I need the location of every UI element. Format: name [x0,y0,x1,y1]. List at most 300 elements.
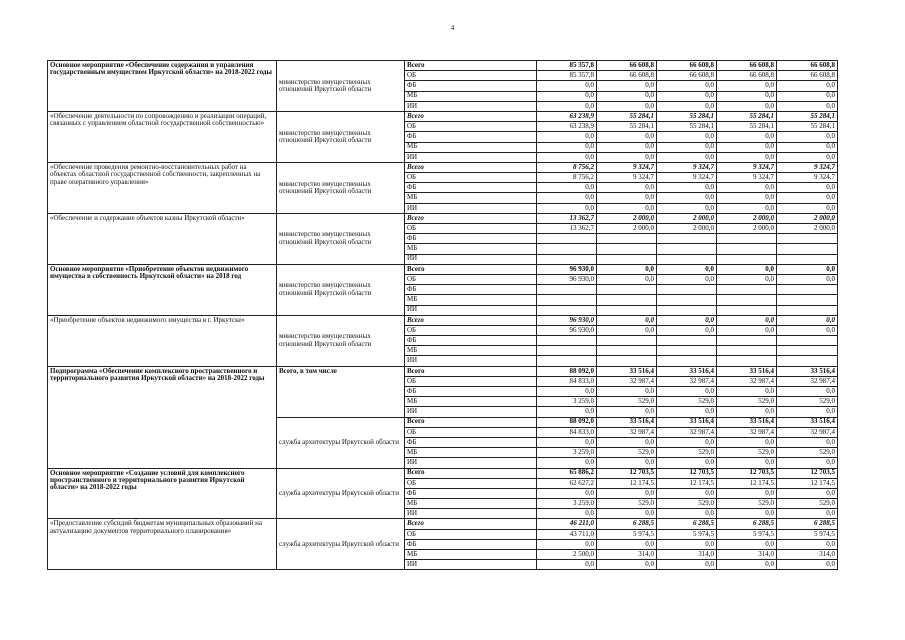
amount-cell [537,295,597,305]
amount-cell: 0,0 [777,488,838,498]
amount-cell [717,244,777,254]
amount-cell [717,356,777,366]
amount-cell [777,356,838,366]
funding-source: Всего [405,61,537,71]
funding-source: ИИ [405,509,537,519]
amount-cell: 0,0 [537,142,597,152]
amount-cell: 32 987,4 [777,427,838,437]
funding-source: ИИ [405,458,537,468]
amount-cell: 0,0 [597,315,657,325]
amount-cell [597,356,657,366]
amount-cell: 0,0 [777,91,838,101]
amount-cell: 0,0 [717,560,777,570]
table-row [48,468,838,478]
amount-cell: 0,0 [777,539,838,549]
amount-cell: 5 974,5 [717,529,777,539]
funding-source: МБ [405,193,537,203]
amount-cell: 32 987,4 [597,427,657,437]
amount-cell: 0,0 [537,437,597,447]
amount-cell: 12 703,5 [657,468,717,478]
amount-cell: 63 238,9 [537,111,597,121]
amount-cell: 0,0 [717,488,777,498]
amount-cell: 0,0 [777,193,838,203]
amount-cell: 0,0 [537,509,597,519]
amount-cell: 0,0 [597,142,657,152]
amount-cell: 6 288,5 [597,519,657,529]
funding-source: Всего [405,162,537,172]
activity-name: Основное мероприятие «Приобретение объектов недвижимого имущества в собственность Иркутской области» на 2018 год [48,264,277,315]
amount-cell [597,336,657,346]
activity-name: «Обеспечение и содержание объектов казны Иркутской области» [48,213,277,264]
amount-cell: 0,0 [777,274,838,284]
amount-cell: 2 000,0 [657,224,717,234]
amount-cell [597,295,657,305]
amount-cell [537,346,597,356]
funding-source: МБ [405,244,537,254]
table-row [48,519,838,529]
funding-source: МБ [405,91,537,101]
amount-cell: 0,0 [537,458,597,468]
amount-cell: 2 000,0 [657,213,717,223]
amount-cell: 0,0 [597,91,657,101]
amount-cell: 32 987,4 [717,376,777,386]
amount-cell: 0,0 [717,183,777,193]
amount-cell: 85 357,8 [537,61,597,71]
amount-cell: 0,0 [657,132,717,142]
amount-cell [537,254,597,264]
amount-cell [717,336,777,346]
amount-cell: 13 362,7 [537,224,597,234]
amount-cell: 33 516,4 [597,366,657,376]
amount-cell: 0,0 [717,264,777,274]
amount-cell: 0,0 [777,325,838,335]
amount-cell: 0,0 [537,203,597,213]
amount-cell: 8 756,2 [537,173,597,183]
amount-cell: 0,0 [777,152,838,162]
amount-cell: 55 284,1 [717,111,777,121]
funding-source: ИИ [405,356,537,366]
amount-cell [657,254,717,264]
amount-cell: 0,0 [717,539,777,549]
funding-source: Всего [405,417,537,427]
funding-source: Всего [405,264,537,274]
funding-source: ОБ [405,274,537,284]
amount-cell: 66 608,8 [777,71,838,81]
amount-cell: 55 284,1 [717,122,777,132]
amount-cell: 314,0 [777,550,838,560]
funding-source: МБ [405,346,537,356]
amount-cell: 0,0 [657,488,717,498]
amount-cell: 9 324,7 [597,162,657,172]
amount-cell: 0,0 [537,152,597,162]
amount-cell: 0,0 [537,132,597,142]
funding-source: МБ [405,448,537,458]
amount-cell: 12 703,5 [717,468,777,478]
amount-cell: 0,0 [777,81,838,91]
amount-cell: 2 000,0 [777,224,838,234]
funding-source: ИИ [405,254,537,264]
amount-cell: 0,0 [777,387,838,397]
amount-cell: 0,0 [537,183,597,193]
amount-cell: 32 987,4 [657,427,717,437]
amount-cell: 0,0 [597,264,657,274]
amount-cell: 0,0 [777,509,838,519]
amount-cell: 0,0 [777,560,838,570]
amount-cell: 88 092,0 [537,417,597,427]
amount-cell: 66 608,8 [777,61,838,71]
amount-cell: 0,0 [777,437,838,447]
amount-cell: 0,0 [717,91,777,101]
amount-cell: 0,0 [657,81,717,91]
amount-cell [777,244,838,254]
amount-cell: 0,0 [717,387,777,397]
amount-cell: 0,0 [537,387,597,397]
funding-source: ИИ [405,407,537,417]
amount-cell: 529,0 [657,499,717,509]
amount-cell: 3 259,0 [537,397,597,407]
amount-cell: 66 608,8 [657,61,717,71]
amount-cell: 6 288,5 [777,519,838,529]
amount-cell: 33 516,4 [777,417,838,427]
amount-cell [537,336,597,346]
amount-cell [537,234,597,244]
amount-cell: 0,0 [537,193,597,203]
activity-name: Подпрограмма «Обеспечение комплексного пространственного и территориального развития Иркутской области» на 2018-2022 годы [48,366,277,468]
amount-cell: 0,0 [597,203,657,213]
executor-cell: министерство имущественных отношений Иркутской области [277,162,405,213]
amount-cell: 0,0 [597,325,657,335]
funding-source: МБ [405,499,537,509]
amount-cell: 84 833,0 [537,427,597,437]
amount-cell: 0,0 [657,387,717,397]
funding-source: ФБ [405,437,537,447]
amount-cell: 314,0 [657,550,717,560]
amount-cell: 66 608,8 [717,61,777,71]
executor-cell: министерство имущественных отношений Иркутской области [277,61,405,112]
amount-cell [717,346,777,356]
amount-cell: 5 974,5 [657,529,717,539]
amount-cell: 0,0 [777,407,838,417]
funding-source: ФБ [405,285,537,295]
amount-cell: 96 930,0 [537,325,597,335]
amount-cell [537,305,597,315]
amount-cell: 8 756,2 [537,162,597,172]
budget-table [47,60,838,570]
amount-cell: 84 833,0 [537,376,597,386]
table-row [48,366,838,376]
amount-cell [657,336,717,346]
amount-cell: 12 174,5 [657,478,717,488]
amount-cell: 6 288,5 [657,519,717,529]
funding-source: ФБ [405,336,537,346]
amount-cell: 0,0 [597,560,657,570]
funding-source: Всего [405,468,537,478]
amount-cell: 0,0 [657,203,717,213]
amount-cell: 0,0 [597,407,657,417]
amount-cell [777,295,838,305]
amount-cell: 0,0 [657,183,717,193]
amount-cell: 2 000,0 [717,213,777,223]
amount-cell: 0,0 [597,274,657,284]
amount-cell: 33 516,4 [597,417,657,427]
amount-cell [597,305,657,315]
funding-source: ОБ [405,71,537,81]
executor-cell: служба архитектуры Иркутской области [277,417,405,468]
executor-cell: министерство имущественных отношений Иркутской области [277,213,405,264]
amount-cell: 0,0 [657,539,717,549]
amount-cell [777,336,838,346]
amount-cell: 9 324,7 [777,162,838,172]
amount-cell: 0,0 [657,458,717,468]
amount-cell: 529,0 [597,397,657,407]
amount-cell: 0,0 [597,539,657,549]
funding-source: Всего [405,111,537,121]
funding-source: ФБ [405,234,537,244]
amount-cell: 12 174,5 [597,478,657,488]
funding-source: ФБ [405,81,537,91]
amount-cell: 529,0 [777,397,838,407]
amount-cell [657,305,717,315]
funding-source: Всего [405,213,537,223]
amount-cell: 529,0 [657,448,717,458]
amount-cell: 0,0 [777,183,838,193]
amount-cell: 0,0 [717,274,777,284]
amount-cell: 0,0 [777,315,838,325]
amount-cell: 33 516,4 [657,417,717,427]
amount-cell: 3 259,0 [537,448,597,458]
amount-cell: 63 238,9 [537,122,597,132]
amount-cell: 96 930,0 [537,315,597,325]
amount-cell [777,254,838,264]
amount-cell: 0,0 [597,183,657,193]
amount-cell: 2 000,0 [597,213,657,223]
amount-cell: 0,0 [657,274,717,284]
amount-cell: 12 703,5 [597,468,657,478]
funding-source: ФБ [405,132,537,142]
funding-source: МБ [405,550,537,560]
amount-cell [657,295,717,305]
amount-cell: 62 627,2 [537,478,597,488]
amount-cell: 32 987,4 [777,376,838,386]
amount-cell: 33 516,4 [717,366,777,376]
amount-cell: 9 324,7 [657,162,717,172]
funding-source: ИИ [405,203,537,213]
funding-source: Всего [405,315,537,325]
amount-cell [597,285,657,295]
amount-cell: 0,0 [717,407,777,417]
amount-cell: 529,0 [777,499,838,509]
amount-cell: 2 000,0 [717,224,777,234]
amount-cell: 5 974,5 [597,529,657,539]
amount-cell: 2 000,0 [597,224,657,234]
amount-cell: 66 608,8 [657,71,717,81]
amount-cell: 33 516,4 [657,366,717,376]
funding-source: ФБ [405,183,537,193]
executor-cell: служба архитектуры Иркутской области [277,519,405,570]
amount-cell [717,234,777,244]
amount-cell: 0,0 [717,315,777,325]
amount-cell: 66 608,8 [717,71,777,81]
amount-cell: 32 987,4 [597,376,657,386]
activity-name: «Приобретение объектов недвижимого имущества в г. Иркутске» [48,315,277,366]
amount-cell [717,254,777,264]
funding-source: ОБ [405,224,537,234]
amount-cell: 0,0 [657,152,717,162]
amount-cell: 0,0 [657,325,717,335]
amount-cell [777,305,838,315]
amount-cell: 0,0 [717,81,777,91]
amount-cell: 3 259,0 [537,499,597,509]
table-row [48,213,838,223]
funding-source: ФБ [405,488,537,498]
amount-cell: 88 092,0 [537,366,597,376]
amount-cell: 33 516,4 [717,417,777,427]
amount-cell: 0,0 [597,387,657,397]
amount-cell [657,234,717,244]
amount-cell: 65 886,2 [537,468,597,478]
amount-cell: 0,0 [777,101,838,111]
amount-cell: 0,0 [537,91,597,101]
amount-cell [597,254,657,264]
amount-cell: 9 324,7 [717,173,777,183]
funding-source: ОБ [405,376,537,386]
funding-source: ОБ [405,122,537,132]
amount-cell [597,346,657,356]
amount-cell: 0,0 [717,152,777,162]
amount-cell [717,295,777,305]
executor-cell: министерство имущественных отношений Иркутской области [277,264,405,315]
amount-cell: 0,0 [537,81,597,91]
page-number: 4 [450,24,455,32]
amount-cell: 9 324,7 [657,173,717,183]
amount-cell: 12 703,5 [777,468,838,478]
amount-cell: 0,0 [657,193,717,203]
amount-cell: 0,0 [597,132,657,142]
amount-cell: 0,0 [717,509,777,519]
amount-cell: 96 930,0 [537,274,597,284]
amount-cell: 32 987,4 [657,376,717,386]
amount-cell: 0,0 [597,193,657,203]
amount-cell: 55 284,1 [597,122,657,132]
table-row [48,315,838,325]
amount-cell: 529,0 [717,499,777,509]
amount-cell: 66 608,8 [597,71,657,81]
amount-cell: 55 284,1 [597,111,657,121]
amount-cell: 0,0 [717,142,777,152]
amount-cell: 0,0 [657,509,717,519]
amount-cell: 0,0 [717,458,777,468]
amount-cell: 0,0 [777,132,838,142]
amount-cell: 0,0 [717,203,777,213]
executor-cell: Всего, в том числе [277,366,405,417]
amount-cell: 43 711,0 [537,529,597,539]
amount-cell [657,346,717,356]
amount-cell: 0,0 [777,142,838,152]
funding-source: МБ [405,142,537,152]
amount-cell: 0,0 [597,488,657,498]
amount-cell [657,356,717,366]
amount-cell: 0,0 [597,458,657,468]
funding-source: ОБ [405,325,537,335]
amount-cell: 46 211,0 [537,519,597,529]
amount-cell [657,285,717,295]
activity-name: «Обеспечение деятельности по сопровождению и реализации операций, связанных с управлением областной государственной собственностью» [48,111,277,162]
amount-cell: 55 284,1 [777,111,838,121]
funding-source: МБ [405,397,537,407]
funding-source: ОБ [405,478,537,488]
amount-cell [537,356,597,366]
amount-cell: 2 500,0 [537,550,597,560]
amount-cell: 0,0 [597,101,657,111]
amount-cell [777,285,838,295]
amount-cell: 0,0 [597,81,657,91]
funding-source: Всего [405,366,537,376]
amount-cell: 0,0 [777,458,838,468]
amount-cell: 529,0 [717,397,777,407]
amount-cell: 0,0 [537,539,597,549]
amount-cell: 55 284,1 [657,122,717,132]
activity-name: «Предоставление субсидий бюджетам муниципальных образований на актуализацию документов территориального планирования» [48,519,277,570]
executor-cell: министерство имущественных отношений Иркутской области [277,111,405,162]
amount-cell: 0,0 [717,132,777,142]
amount-cell: 0,0 [657,101,717,111]
amount-cell [597,244,657,254]
funding-source: Всего [405,519,537,529]
amount-cell [657,244,717,254]
funding-source: ОБ [405,173,537,183]
amount-cell: 0,0 [777,264,838,274]
amount-cell: 0,0 [597,152,657,162]
amount-cell: 66 608,8 [597,61,657,71]
amount-cell: 55 284,1 [657,111,717,121]
amount-cell: 314,0 [597,550,657,560]
activity-name: «Обеспечение проведения ремонтно-восстановительных работ на объектах областной государственной собственности, закрепленных на праве оперативного управления» [48,162,277,213]
amount-cell: 529,0 [597,448,657,458]
funding-source: ОБ [405,529,537,539]
amount-cell [717,305,777,315]
amount-cell: 0,0 [537,560,597,570]
amount-cell: 0,0 [657,560,717,570]
funding-source: ФБ [405,387,537,397]
amount-cell: 0,0 [657,142,717,152]
amount-cell: 9 324,7 [717,162,777,172]
amount-cell: 0,0 [537,101,597,111]
activity-name: Основное мероприятие «Обеспечение содержания и управления государственным имуществом Иркутской области» на 2018-2022 годы [48,61,277,112]
amount-cell: 96 930,0 [537,264,597,274]
funding-source: ФБ [405,539,537,549]
table-row [48,111,838,121]
amount-cell: 0,0 [597,437,657,447]
amount-cell [717,285,777,295]
executor-cell: министерство имущественных отношений Иркутской области [277,315,405,366]
amount-cell: 529,0 [597,499,657,509]
table-row [48,162,838,172]
amount-cell: 33 516,4 [777,366,838,376]
amount-cell: 0,0 [657,407,717,417]
amount-cell: 529,0 [717,448,777,458]
amount-cell: 0,0 [717,437,777,447]
funding-source: ИИ [405,101,537,111]
amount-cell: 0,0 [657,91,717,101]
amount-cell: 12 174,5 [777,478,838,488]
amount-cell [777,346,838,356]
amount-cell: 0,0 [717,325,777,335]
amount-cell: 0,0 [657,315,717,325]
amount-cell: 0,0 [717,193,777,203]
funding-source: ИИ [405,305,537,315]
executor-cell: служба архитектуры Иркутской области [277,468,405,519]
table-row [48,264,838,274]
